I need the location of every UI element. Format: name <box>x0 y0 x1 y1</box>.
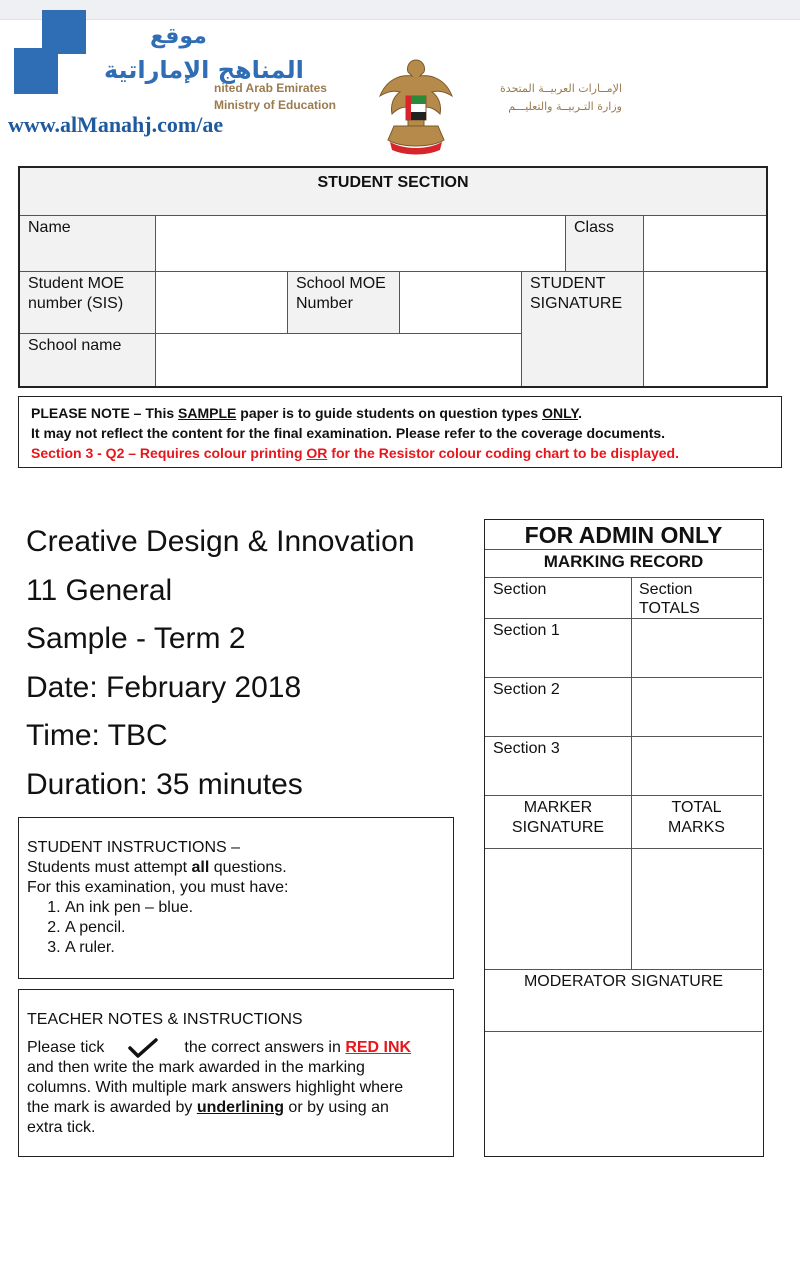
class-field[interactable] <box>644 216 766 272</box>
teacher-text: the mark is awarded by <box>27 1099 197 1117</box>
student-section-table <box>18 166 768 388</box>
list-item: 3. A ruler. <box>65 938 445 958</box>
student-instructions-heading: STUDENT INSTRUCTIONS – <box>27 839 241 856</box>
marker-signature-line1: MARKER <box>523 799 593 816</box>
moe-number-field[interactable] <box>156 272 288 334</box>
site-name-line2: المناهج الإماراتية <box>104 56 304 84</box>
note-text: . <box>578 405 583 421</box>
instr-all-word: all <box>191 859 210 876</box>
school-moe-field[interactable] <box>400 272 522 334</box>
exam-date: Date: February 2018 <box>26 670 302 704</box>
teacher-notes-heading: TEACHER NOTES & INSTRUCTIONS <box>27 1011 303 1028</box>
instr-text: Students must attempt <box>27 859 192 876</box>
note-line2: It may not reflect the content for the final examination. Please refer to the coverage documents. <box>31 425 666 441</box>
admin-marking-table <box>484 519 764 1157</box>
ministry-name-ar <box>472 80 622 116</box>
section-total-field[interactable] <box>631 678 762 737</box>
note-line3 <box>31 443 769 463</box>
school-name-field[interactable] <box>156 334 522 386</box>
list-item: 1. An ink pen – blue. <box>65 898 445 918</box>
teacher-notes <box>18 989 454 1157</box>
section-row-label: Section 1 <box>485 619 631 678</box>
note-only-word: ONLY <box>542 405 579 421</box>
admin-subtitle: MARKING RECORD <box>485 550 762 578</box>
marker-signature-line2: SIGNATURE <box>511 819 605 836</box>
ministry-ar-line2: وزارة التـربيــة والتعليـــم <box>508 100 622 113</box>
exam-grade: 11 General <box>26 573 173 607</box>
top-bar <box>0 0 800 20</box>
note-text: paper is to guide students on question types <box>236 405 543 421</box>
teacher-text: Please tick <box>27 1039 105 1057</box>
totals-header-line1: Section <box>639 581 693 598</box>
moderator-signature-header: MODERATOR SIGNATURE <box>485 970 762 1032</box>
site-name-line1: موقع <box>150 24 207 49</box>
teacher-text: the correct answers in <box>184 1039 346 1057</box>
ministry-name-en <box>214 80 336 114</box>
teacher-text: or by using an <box>283 1099 389 1117</box>
logo-square-bottom <box>14 48 58 94</box>
exam-info <box>26 518 415 809</box>
teacher-notes-line2: and then write the mark awarded in the marking <box>27 1059 365 1077</box>
note-sample-word: SAMPLE <box>178 405 237 421</box>
total-marks-field[interactable] <box>631 849 762 970</box>
student-instructions <box>18 817 454 979</box>
moe-number-label: Student MOE number (SIS) <box>20 272 156 334</box>
list-item: 2. A pencil. <box>65 918 445 938</box>
student-signature-field[interactable] <box>644 272 766 386</box>
totals-header-line2: TOTALS <box>639 600 700 617</box>
teacher-notes-line4 <box>27 1098 445 1118</box>
ministry-en-line1: nited Arab Emirates <box>214 81 327 95</box>
class-label: Class <box>566 216 644 272</box>
student-instructions-line2: For this examination, you must have: <box>27 879 289 896</box>
exam-duration: Duration: 35 minutes <box>26 767 303 801</box>
marker-signature-header <box>485 796 631 849</box>
exam-term: Sample - Term 2 <box>26 622 246 655</box>
student-signature-label: STUDENT SIGNATURE <box>522 272 644 386</box>
note-or-word: OR <box>306 445 328 461</box>
section-total-field[interactable] <box>631 737 762 796</box>
total-marks-header <box>631 796 762 849</box>
school-name-label: School name <box>20 334 156 386</box>
section-row-label: Section 2 <box>485 678 631 737</box>
exam-subject: Creative Design & Innovation <box>26 525 415 558</box>
section-total-field[interactable] <box>631 619 762 678</box>
instr-text: questions. <box>209 859 287 876</box>
moderator-signature-field[interactable] <box>485 1032 762 1155</box>
name-field[interactable] <box>156 216 566 272</box>
total-marks-line2: MARKS <box>668 819 725 836</box>
site-logo <box>14 10 86 94</box>
checkmark-icon <box>122 1038 162 1058</box>
red-ink-text: RED INK <box>345 1039 412 1057</box>
teacher-notes-line5: extra tick. <box>27 1119 96 1137</box>
note-line1 <box>31 403 769 423</box>
site-url[interactable]: www.alManahj.com/ae <box>8 112 224 137</box>
student-instructions-line1 <box>27 858 445 878</box>
ministry-ar-line1: الإمــارات العربيــة المتحدة <box>500 82 622 95</box>
marker-signature-field[interactable] <box>485 849 631 970</box>
underlining-word: underlining <box>196 1099 284 1117</box>
total-marks-line1: TOTAL <box>671 799 722 816</box>
section-row-label: Section 3 <box>485 737 631 796</box>
teacher-notes-line1 <box>27 1038 445 1058</box>
school-moe-label: School MOE Number <box>288 272 400 334</box>
uae-eagle-emblem-icon <box>376 56 456 156</box>
ministry-en-line2: Ministry of Education <box>214 98 337 112</box>
note-red-text: for the Resistor colour coding chart to be displayed. <box>327 445 679 461</box>
exam-time: Time: TBC <box>26 719 168 752</box>
section-column-header: Section <box>485 578 631 619</box>
equipment-list <box>57 898 445 958</box>
note-text: PLEASE NOTE – This <box>31 405 179 421</box>
note-red-text: Section 3 - Q2 – Requires colour printing <box>31 445 307 461</box>
name-label: Name <box>20 216 156 272</box>
admin-title: FOR ADMIN ONLY <box>485 520 762 550</box>
student-section-title: STUDENT SECTION <box>20 168 766 216</box>
totals-column-header <box>631 578 762 619</box>
teacher-notes-line3: columns. With multiple mark answers highlight where <box>27 1079 404 1097</box>
sample-paper-note <box>18 396 782 468</box>
